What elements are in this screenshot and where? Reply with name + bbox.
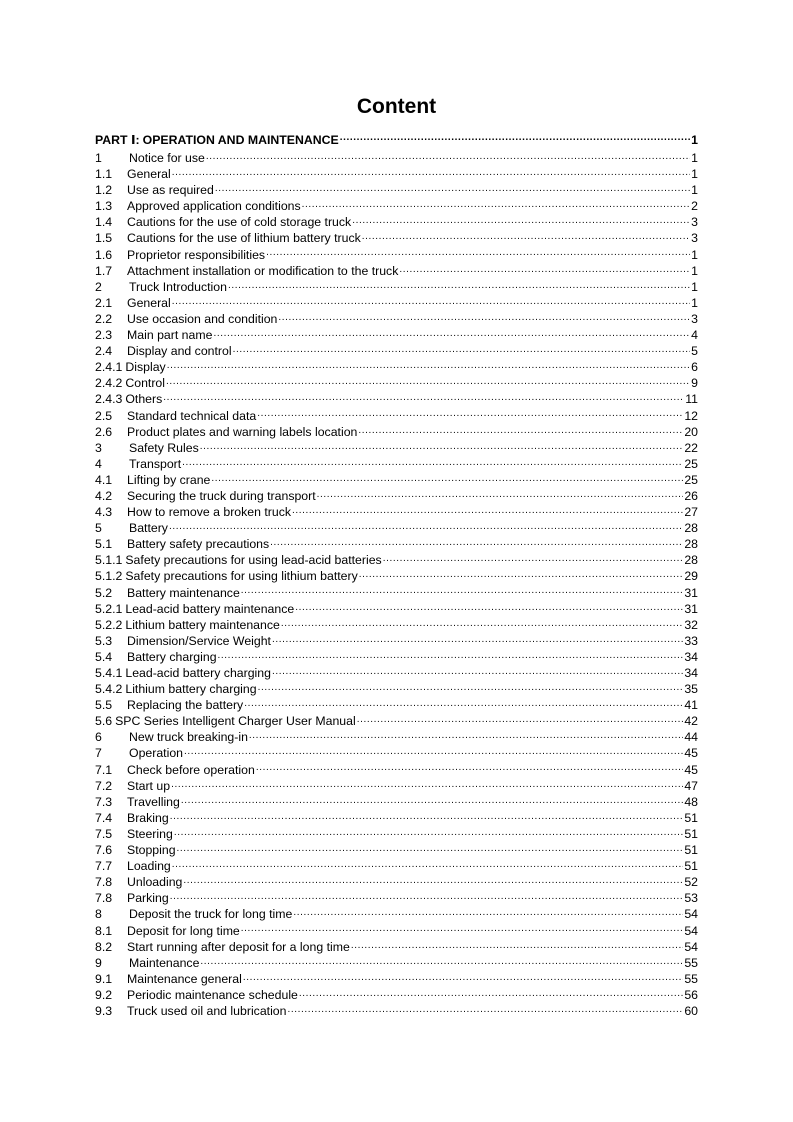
toc-leader-dots (302, 198, 691, 210)
toc-entry-number: 5.2 (95, 585, 113, 600)
toc-entry-title: General (127, 167, 171, 182)
toc-leader-dots (317, 488, 684, 500)
toc-entry-number: 2.4.2 (95, 376, 123, 391)
toc-entry-number: 5.1 (95, 537, 113, 552)
toc-entry-page: 54 (684, 907, 698, 922)
toc-entry-page: 55 (684, 971, 698, 986)
toc-leader-dots (257, 408, 683, 420)
toc-entry-number: 1.4 (95, 215, 113, 230)
toc-leader-dots (171, 778, 683, 790)
toc-entry-title: Others (125, 392, 163, 407)
toc-entry-page: 9 (691, 376, 698, 391)
toc-leader-dots (184, 745, 683, 757)
toc-entry-title: Battery charging (127, 649, 217, 664)
toc-leader-dots (362, 230, 690, 242)
toc-entry-page: 60 (684, 1003, 698, 1018)
toc-leader-dots (278, 311, 690, 323)
toc-entry-title: Maintenance (129, 955, 200, 970)
toc-entry[interactable] (95, 601, 698, 617)
toc-entry-number: 5.4 (95, 649, 113, 664)
toc-entry-page: 26 (684, 488, 698, 503)
toc-entry[interactable] (95, 520, 698, 536)
toc-entry-title: Use occasion and condition (127, 311, 278, 326)
toc-entry-title: Check before operation (127, 762, 255, 777)
toc-entry-title: Safety precautions for using lead-acid batteries (125, 553, 382, 568)
toc-entry-title: Steering (127, 826, 173, 841)
toc-entry-title: Battery safety precautions (127, 537, 270, 552)
toc-entry-page: 54 (684, 923, 698, 938)
toc-entry-number: 3 (95, 440, 102, 455)
toc-leader-dots (206, 150, 690, 162)
toc-entry-number: 5.1.2 (95, 569, 123, 584)
toc-entry-number: 5.1.1 (95, 553, 123, 568)
toc-entry-number: 2.4 (95, 344, 113, 359)
toc-entry[interactable] (95, 166, 698, 182)
toc-entry-page: 28 (684, 537, 698, 552)
toc-entry-title: Lithium battery charging (125, 682, 257, 697)
toc-entry-title: Parking (127, 891, 169, 906)
toc-entry[interactable] (95, 585, 698, 601)
toc-entry-page: 31 (684, 585, 698, 600)
toc-leader-dots (244, 697, 683, 709)
toc-leader-dots (170, 890, 684, 902)
toc-leader-dots (213, 327, 690, 339)
toc-entry-page: 54 (684, 939, 698, 954)
toc-leader-dots (166, 375, 690, 387)
toc-entry-page: 41 (684, 698, 698, 713)
toc-entry[interactable] (95, 408, 698, 424)
toc-entry-title: Standard technical data (127, 408, 257, 423)
toc-leader-dots (182, 456, 683, 468)
toc-leader-dots (172, 166, 690, 178)
toc-leader-dots (200, 440, 684, 452)
toc-entry[interactable] (95, 327, 698, 343)
toc-entry-number: 9.2 (95, 987, 113, 1002)
toc-leader-dots (163, 391, 684, 403)
toc-entry[interactable] (95, 826, 698, 842)
toc-entry[interactable] (95, 858, 698, 874)
toc-entry-title: Lithium battery maintenance (125, 617, 280, 632)
toc-entry[interactable] (95, 568, 698, 584)
toc-entry-title: Product plates and warning labels location (127, 424, 358, 439)
page-title: Content (356, 95, 437, 118)
toc-entry-number: 7 (95, 746, 102, 761)
toc-entry-title: Maintenance general (127, 971, 242, 986)
toc-entry-title: Replacing the battery (127, 698, 244, 713)
toc-entry-page: 44 (684, 730, 698, 745)
toc-leader-dots (399, 263, 690, 275)
toc-leader-dots (272, 665, 683, 677)
toc-entry-title: Display (125, 360, 166, 375)
toc-entry-page: 1 (691, 295, 698, 310)
toc-entry-title: Deposit for long time (127, 923, 240, 938)
toc-entry-number: 5.2.2 (95, 617, 123, 632)
toc-entry[interactable] (95, 536, 698, 552)
toc-leader-dots (270, 536, 683, 548)
toc-leader-dots (243, 971, 683, 983)
toc-entry[interactable] (95, 842, 698, 858)
toc-entry-title: Display and control (127, 344, 232, 359)
toc-entry-title: Truck Introduction (129, 279, 227, 294)
toc-entry-title: Start up (127, 778, 171, 793)
toc-entry-title: Start running after deposit for a long time (127, 939, 350, 954)
toc-entry[interactable] (95, 247, 698, 263)
toc-leader-dots (358, 424, 683, 436)
toc-entry-page: 3 (691, 311, 698, 326)
toc-entry-page: 56 (684, 987, 698, 1002)
toc-entry-number: 4 (95, 456, 102, 471)
toc-leader-dots (299, 987, 683, 999)
toc-leader-dots (359, 568, 684, 580)
toc-entry-title: Cautions for the use of cold storage truck (127, 215, 352, 230)
toc-entry-number: 2.2 (95, 311, 113, 326)
toc-entry[interactable] (95, 923, 698, 939)
toc-leader-dots (340, 132, 690, 144)
toc-leader-dots (281, 617, 683, 629)
toc-entry[interactable] (95, 263, 698, 279)
toc-entry-title: Lead-acid battery charging (125, 666, 271, 680)
toc-entry[interactable] (95, 987, 698, 1003)
toc-entry-number: 2.5 (95, 408, 113, 423)
toc-entry-title: Unloading (127, 875, 183, 890)
toc-leader-dots (211, 472, 683, 484)
toc-entry-page: 55 (684, 955, 698, 970)
toc-entry-number: 2.6 (95, 424, 113, 439)
toc-entry-number: 2.1 (95, 295, 113, 310)
toc-leader-dots (293, 906, 683, 918)
toc-entry-number: 7.6 (95, 843, 113, 858)
toc-entry-page: 52 (684, 875, 698, 890)
toc-entry-page: 11 (685, 392, 698, 407)
toc-entry[interactable] (95, 633, 698, 649)
toc-leader-dots (352, 214, 690, 226)
toc-entry-number: 4.3 (95, 505, 113, 520)
toc-leader-dots (288, 1003, 684, 1015)
toc-entry[interactable] (95, 198, 698, 214)
toc-entry-page: 28 (684, 553, 698, 568)
toc-entry-title: Safety Rules (129, 440, 199, 455)
toc-entry-number: 1.5 (95, 231, 113, 246)
toc-entry-number: 9.3 (95, 1003, 113, 1018)
toc-entry-title: Use as required (127, 183, 214, 198)
table-of-contents (95, 131, 698, 1019)
toc-entry-page: 20 (684, 424, 698, 439)
toc-entry[interactable] (95, 713, 698, 729)
toc-entry[interactable] (95, 182, 698, 198)
toc-leader-dots (169, 520, 683, 532)
toc-entry-page: 27 (684, 505, 698, 520)
toc-entry-page: 34 (684, 649, 698, 664)
toc-entry[interactable] (95, 472, 698, 488)
toc-leader-dots (241, 585, 684, 597)
toc-entry-title: Dimension/Service Weight (127, 633, 271, 648)
toc-entry[interactable] (95, 359, 698, 375)
toc-entry-title: Stopping (127, 843, 176, 858)
toc-entry-page: 51 (684, 826, 698, 841)
toc-entry-title: Truck used oil and lubrication (127, 1003, 287, 1018)
toc-entry[interactable] (95, 504, 698, 520)
toc-entry-number: 2.4.1 (95, 360, 123, 375)
toc-entry[interactable] (95, 874, 698, 890)
toc-entry-page: 33 (684, 633, 698, 648)
toc-entry-number: 1.6 (95, 247, 113, 262)
toc-leader-dots (172, 295, 690, 307)
toc-entry-number: 1.2 (95, 183, 113, 198)
toc-entry[interactable] (95, 343, 698, 359)
toc-leader-dots (256, 762, 683, 774)
toc-entry-page: 1 (691, 263, 698, 278)
toc-entry-title: Braking (127, 810, 169, 825)
toc-entry-number: 5.3 (95, 633, 113, 648)
toc-entry-number: 4.2 (95, 488, 113, 503)
toc-entry-page: 51 (684, 810, 698, 825)
toc-entry[interactable] (95, 681, 698, 697)
toc-entry-number: 5.4.1 (95, 666, 123, 680)
toc-entry-number: 1 (95, 151, 102, 165)
toc-entry[interactable] (95, 424, 698, 440)
toc-entry-number: 7.3 (95, 794, 113, 809)
toc-entry-number: 1.3 (95, 199, 113, 214)
toc-entry[interactable] (95, 230, 698, 246)
toc-leader-dots (258, 681, 684, 693)
toc-leader-dots (228, 279, 690, 291)
toc-entry[interactable] (95, 955, 698, 971)
toc-entry-title: Periodic maintenance schedule (127, 987, 298, 1002)
toc-entry-page: 4 (691, 328, 698, 343)
toc-leader-dots (292, 504, 683, 516)
toc-entry-page: 29 (684, 569, 698, 584)
toc-leader-dots (183, 874, 683, 886)
toc-entry-title: Loading (127, 859, 171, 874)
toc-entry-title: Proprietor responsibilities (127, 247, 266, 262)
toc-entry-page: 45 (684, 746, 698, 761)
toc-entry-number: 2 (95, 279, 102, 294)
toc-entry-title: Operation (129, 746, 184, 761)
toc-leader-dots (174, 826, 684, 838)
toc-entry-page: 3 (691, 215, 698, 230)
toc-entry-number: 7.8 (95, 891, 113, 906)
toc-entry-page: 6 (691, 360, 698, 375)
toc-entry-title: Transport (129, 456, 182, 471)
toc-entry[interactable] (95, 440, 698, 456)
toc-entry-number: 4.1 (95, 472, 113, 487)
toc-entry[interactable] (95, 279, 698, 295)
toc-leader-dots (295, 601, 683, 613)
toc-entry-page: 32 (684, 617, 698, 632)
toc-entry-number: 6 (95, 730, 102, 745)
toc-entry-page: 1 (691, 151, 698, 165)
toc-entry-page: 51 (684, 859, 698, 874)
toc-entry-title: Attachment installation or modification to the truck (127, 263, 399, 278)
toc-entry[interactable] (95, 488, 698, 504)
toc-leader-dots (249, 729, 683, 741)
toc-entry[interactable] (95, 1003, 698, 1019)
toc-entry-number: 7.2 (95, 778, 113, 793)
toc-entry[interactable] (95, 295, 698, 311)
toc-entry-title: Lead-acid battery maintenance (125, 601, 295, 616)
toc-entry-title: OPERATION AND MAINTENANCE (142, 133, 339, 147)
toc-entry[interactable] (95, 150, 698, 166)
toc-entry-title: Securing the truck during transport (127, 488, 316, 503)
toc-entry[interactable] (95, 375, 698, 391)
toc-entry-number: 9 (95, 955, 102, 970)
toc-entry[interactable] (95, 906, 698, 922)
toc-entry-page: 1 (691, 183, 698, 198)
toc-entry-title: Deposit the truck for long time (129, 907, 293, 922)
toc-entry-number: 7.5 (95, 826, 113, 841)
toc-entry[interactable] (95, 810, 698, 826)
toc-leader-dots (357, 713, 684, 725)
toc-entry[interactable] (95, 794, 698, 810)
toc-entry[interactable] (95, 778, 698, 794)
toc-entry-number: 7.1 (95, 762, 113, 777)
toc-entry-title: Cautions for the use of lithium battery truck (127, 231, 361, 246)
toc-entry-number: 5.6 (95, 714, 113, 729)
toc-entry[interactable] (95, 214, 698, 230)
toc-entry[interactable] (95, 890, 698, 906)
toc-leader-dots (181, 794, 683, 806)
toc-leader-dots (233, 343, 691, 355)
toc-entry-page: 34 (684, 666, 698, 680)
toc-entry-number: 2.3 (95, 328, 113, 343)
toc-leader-dots (200, 955, 683, 967)
toc-entry[interactable] (95, 971, 698, 987)
toc-entry-number: 1.1 (95, 167, 113, 182)
toc-entry-page: 42 (684, 714, 698, 729)
toc-entry[interactable] (95, 665, 698, 681)
toc-entry-page: 1 (691, 133, 698, 147)
toc-entry-title: Main part name (127, 328, 213, 343)
toc-entry[interactable] (95, 697, 698, 713)
toc-entry[interactable] (95, 391, 698, 407)
toc-leader-dots (167, 359, 690, 371)
toc-entry-number: 5.4.2 (95, 682, 123, 697)
toc-entry-page: 28 (684, 521, 698, 536)
toc-leader-dots (241, 923, 684, 935)
toc-entry-page: 45 (684, 762, 698, 777)
toc-entry-page: 3 (691, 231, 698, 246)
toc-entry-number: PART Ⅰ: (95, 133, 140, 147)
toc-entry[interactable] (95, 762, 698, 778)
toc-entry[interactable] (95, 649, 698, 665)
toc-entry-number: 8.1 (95, 923, 113, 938)
toc-entry-title: Safety precautions for using lithium battery (125, 569, 358, 584)
toc-entry-title: General (127, 295, 171, 310)
toc-leader-dots (172, 858, 684, 870)
toc-entry-title: Travelling (127, 794, 180, 809)
toc-entry-title: Control (125, 376, 166, 391)
toc-entry-title: Approved application conditions (127, 199, 301, 214)
toc-entry[interactable] (95, 552, 698, 568)
toc-entry-page: 47 (684, 778, 698, 793)
toc-entry-title: Lifting by crane (127, 472, 211, 487)
toc-entry-number: 7.4 (95, 810, 113, 825)
toc-leader-dots (272, 633, 683, 645)
toc-entry-page: 51 (684, 843, 698, 858)
toc-entry-title: New truck breaking-in (129, 730, 248, 745)
toc-entry-page: 2 (691, 199, 698, 214)
toc-entry-page: 1 (691, 167, 698, 182)
toc-entry-number: 2.4.3 (95, 392, 123, 407)
toc-entry-page: 48 (684, 794, 698, 809)
toc-entry-page: 12 (684, 408, 698, 423)
toc-entry[interactable] (95, 311, 698, 327)
toc-entry-page: 1 (691, 247, 698, 262)
toc-leader-dots (170, 810, 684, 822)
toc-entry-title: Notice for use (129, 151, 205, 165)
toc-entry-title: SPC Series Intelligent Charger User Manual (115, 714, 356, 729)
toc-entry-number: 9.1 (95, 971, 113, 986)
toc-entry-title: Battery maintenance (127, 585, 240, 600)
toc-leader-dots (177, 842, 684, 854)
toc-entry-number: 7.7 (95, 859, 113, 874)
toc-entry[interactable] (95, 131, 698, 150)
toc-entry-page: 5 (691, 344, 698, 359)
toc-entry-page: 53 (684, 891, 698, 906)
toc-entry-page: 35 (684, 682, 698, 697)
toc-entry[interactable] (95, 617, 698, 633)
toc-entry-title: How to remove a broken truck (127, 505, 292, 520)
toc-entry-number: 5.5 (95, 698, 113, 713)
toc-entry-title: Battery (129, 521, 168, 536)
toc-entry-page: 22 (684, 440, 698, 455)
toc-entry-number: 7.8 (95, 875, 113, 890)
toc-entry[interactable] (95, 456, 698, 472)
toc-entry-page: 31 (684, 601, 698, 616)
toc-entry-number: 1.7 (95, 263, 113, 278)
toc-entry[interactable] (95, 745, 698, 761)
toc-leader-dots (383, 552, 684, 564)
toc-entry-page: 1 (691, 279, 698, 294)
toc-entry-number: 5 (95, 521, 102, 536)
toc-leader-dots (218, 649, 684, 661)
toc-entry-page: 25 (684, 472, 698, 487)
toc-entry-page: 25 (684, 456, 698, 471)
toc-leader-dots (351, 939, 683, 951)
toc-entry-number: 8.2 (95, 939, 113, 954)
toc-entry[interactable] (95, 939, 698, 955)
toc-entry-number: 5.2.1 (95, 601, 123, 616)
toc-entry[interactable] (95, 729, 698, 745)
toc-leader-dots (215, 182, 690, 194)
toc-entry-number: 8 (95, 907, 102, 922)
toc-leader-dots (266, 247, 690, 259)
